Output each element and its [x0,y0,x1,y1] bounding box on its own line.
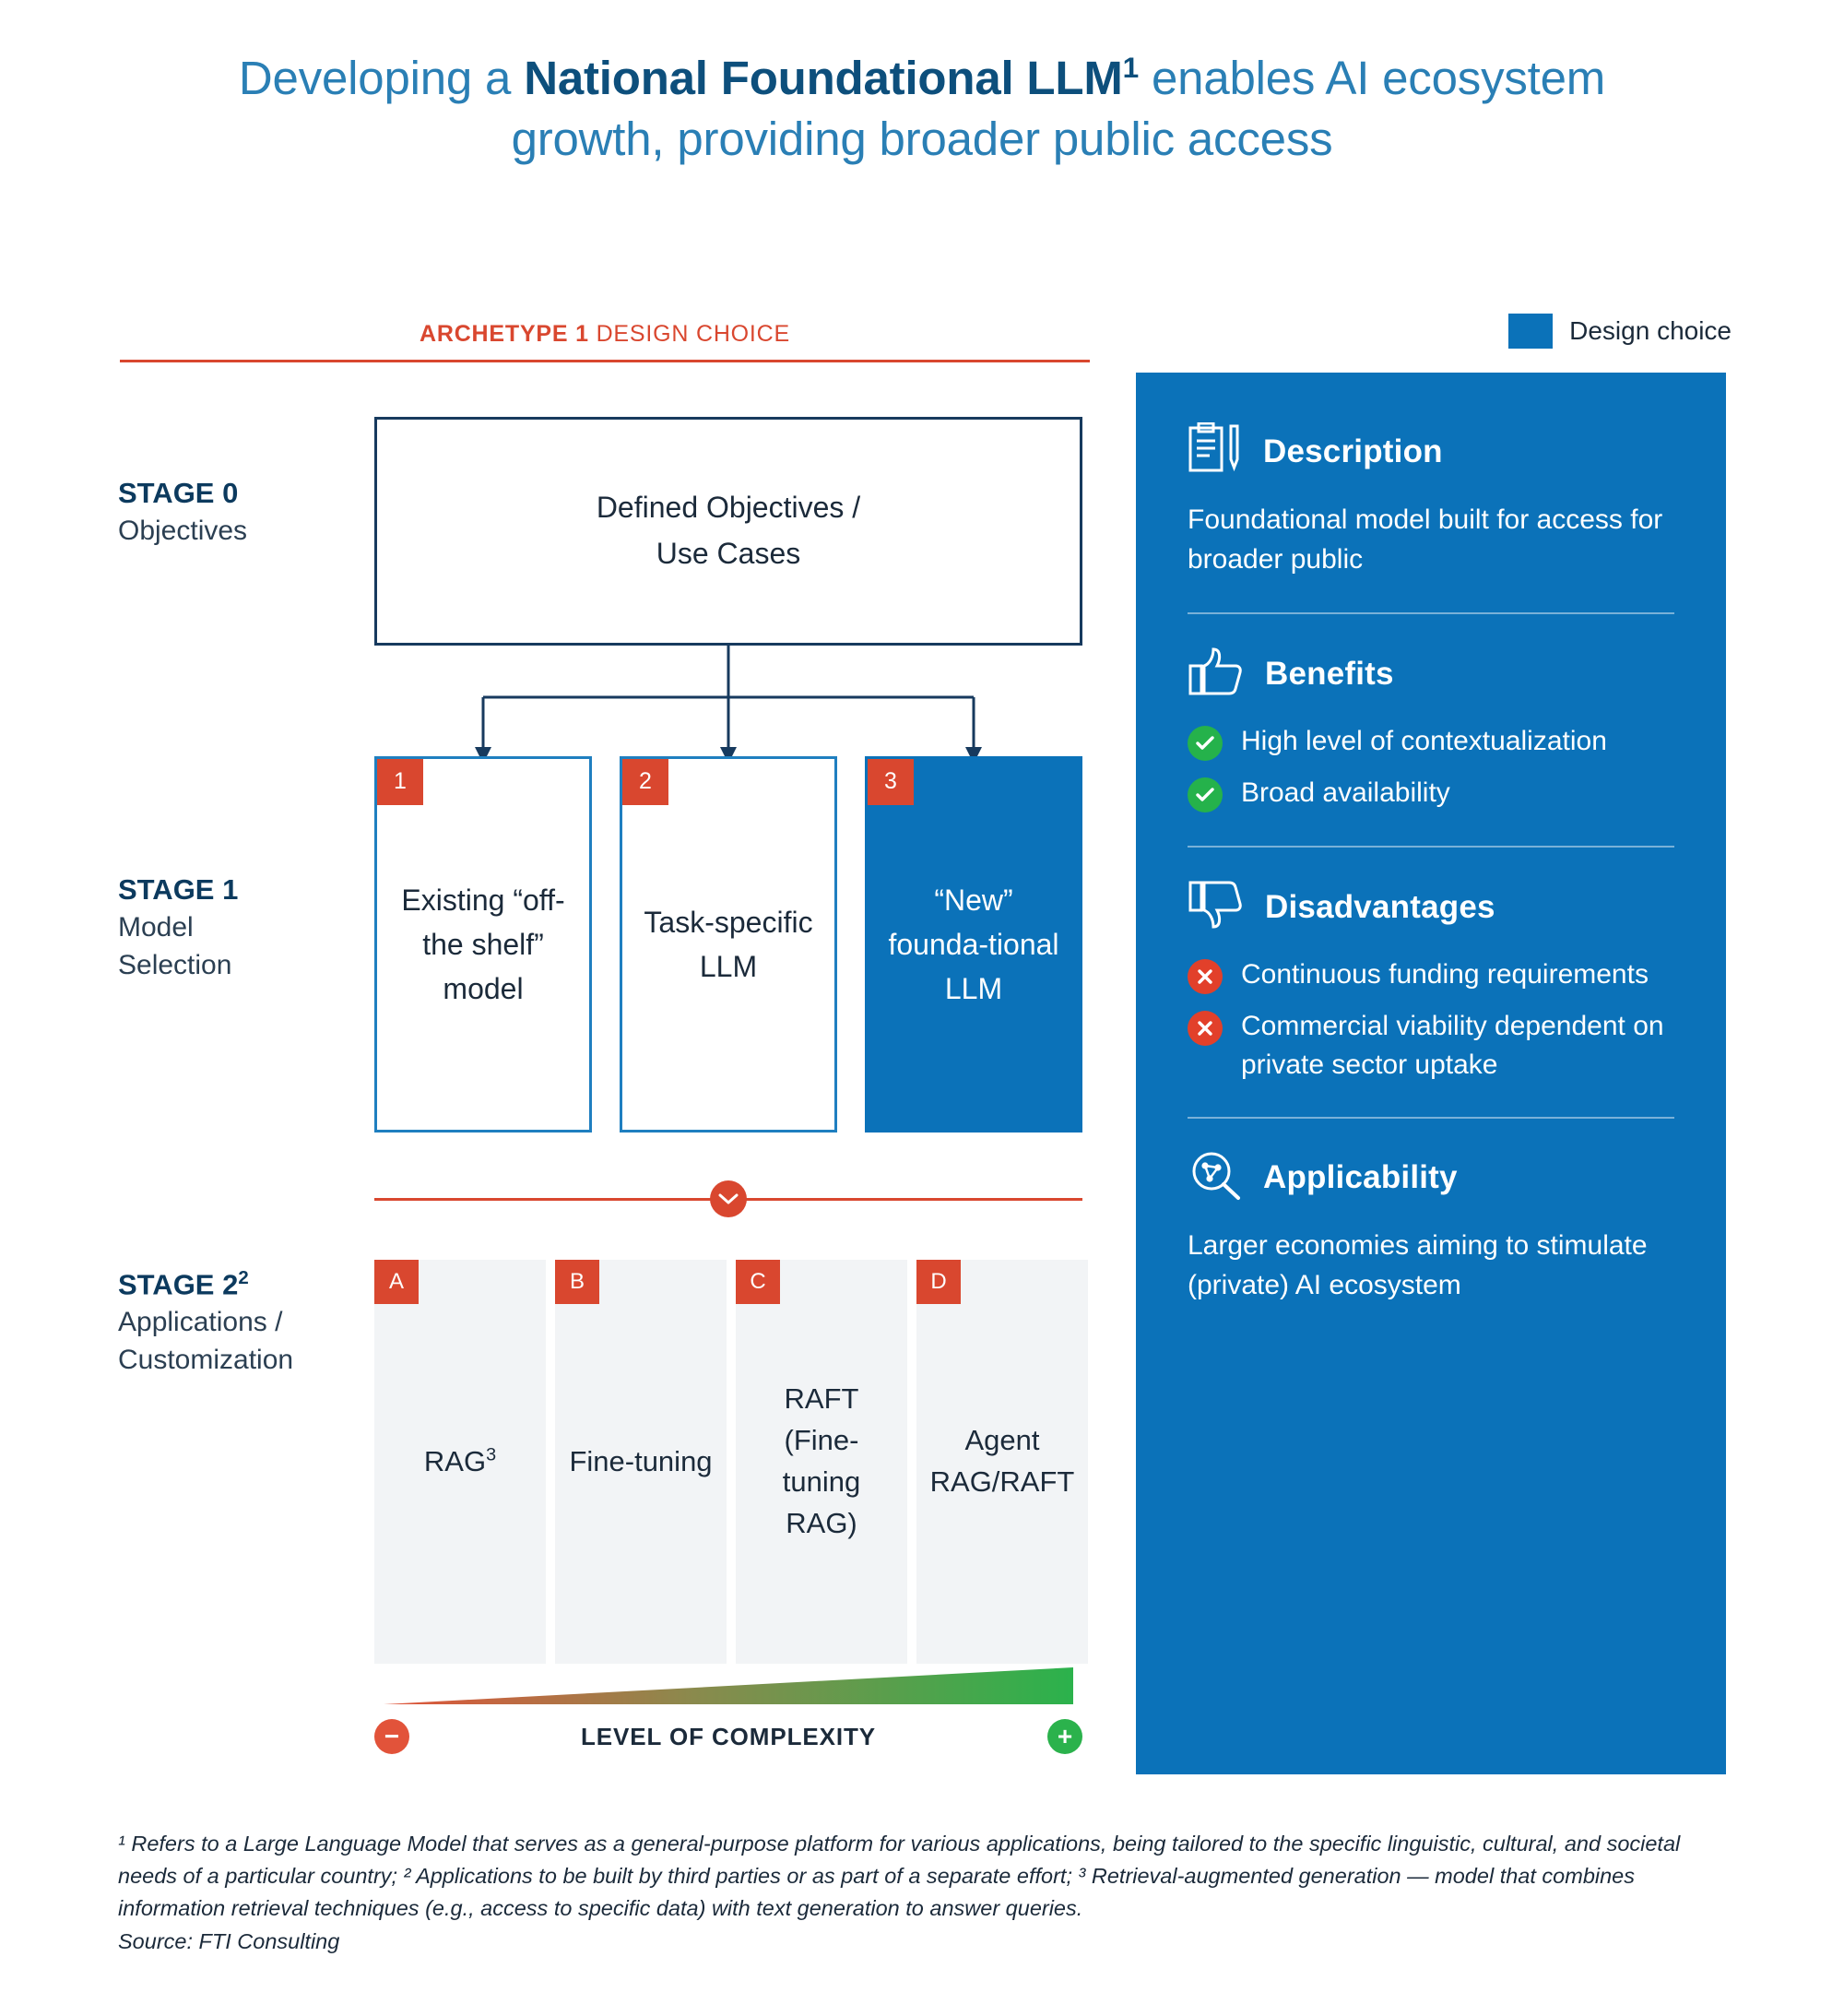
stage-0-box-line1: Defined Objectives / [596,491,861,525]
complexity-high-icon: + [1047,1719,1082,1754]
model-option-2-label: Task-specific LLM [644,906,813,983]
model-option-3-label: “New” founda-tional LLM [888,883,1059,1005]
application-option-c-label: RAFT (Fine-tuning RAG) [782,1382,861,1539]
footnote-text: ¹ Refers to a Large Language Model that serves as a general-purpose platform for various applications, being tailored to the specific linguistic, cultural, and societal needs of a particular country; ² Applications to be built by third parties or as part of a separate effort; ³ Retrieval-augmented generation — model that combines information retrieval techniques (e.g., access to specific data) with text generation to answer queries. [118,1832,1681,1920]
benefit-item-text: Broad availability [1241,777,1450,809]
complexity-low-icon: − [374,1719,409,1754]
application-option-b-label: Fine-tuning [569,1444,713,1477]
description-title: Description [1263,433,1443,469]
stage-2-label [118,1265,376,1380]
model-option-3-badge: 3 [868,759,914,805]
application-option-b-badge: B [555,1260,599,1304]
legend [1508,314,1732,349]
source-line: Source: FTI Consulting [118,1929,340,1954]
benefit-item [1188,722,1674,761]
disadvantage-item-text: Continuous funding requirements [1241,959,1649,990]
clipboard-icon [1188,422,1243,480]
close-icon [1188,1011,1223,1046]
applicability-title: Applicability [1263,1159,1458,1196]
title-prefix: Developing a [238,52,525,104]
application-option-a[interactable] [374,1260,546,1664]
stage-1-name: STAGE 1 [118,873,239,906]
disadvantages-list [1188,955,1674,1084]
stage-2-sub-line2: Customization [118,1345,294,1376]
application-option-d-badge: D [916,1260,961,1304]
model-option-1-label: Existing “off-the shelf” model [401,883,565,1005]
benefit-item-text: High level of contextualization [1241,726,1607,757]
disadvantage-item-text: Commercial viability dependent on private sector uptake [1241,1011,1664,1080]
benefits-list [1188,722,1674,812]
diagram-area [0,373,1134,1774]
panel-divider-2 [1188,846,1674,848]
application-option-a-badge: A [374,1260,419,1304]
model-option-2[interactable] [620,756,837,1133]
chevron-down-icon [710,1180,747,1217]
application-option-d-label: Agent RAG/RAFT [929,1424,1075,1498]
stage-0-sub: Objectives [118,516,248,547]
title-superscript: 1 [1122,51,1140,84]
applicability-body: Larger economies aiming to stimulate (private) AI ecosystem [1188,1229,1648,1300]
description-body: Foundational model built for access for broader public [1188,504,1663,575]
stage-2-superscript: 2 [238,1267,249,1288]
archetype-divider [120,360,1090,362]
stage-2-sub-line1: Applications / [118,1307,283,1338]
stage-2-name: STAGE 2 [118,1268,239,1301]
design-choice-panel [1136,373,1726,1774]
panel-divider-1 [1188,612,1674,614]
title-bold: National Foundational LLM [524,52,1123,104]
applicability-header [1188,1150,1674,1206]
benefit-item [1188,774,1674,812]
model-option-3-selected[interactable] [865,756,1082,1133]
application-option-d[interactable] [916,1260,1088,1664]
check-icon [1188,777,1223,812]
stage-1-sub-line2: Selection [118,949,232,980]
stage-1-sub-line1: Model [118,912,194,943]
model-option-2-badge: 2 [622,759,668,805]
model-selection-options [374,756,1082,1133]
application-option-c-badge: C [736,1260,780,1304]
check-icon [1188,726,1223,761]
legend-label: Design choice [1569,316,1732,345]
application-options [374,1260,1082,1664]
stage-0-box-line2: Use Cases [656,537,801,570]
stage-0-box [374,417,1082,646]
disadvantages-header [1188,879,1674,935]
description-header [1188,422,1674,480]
legend-swatch [1508,314,1553,349]
application-option-a-label: RAG [423,1444,487,1477]
model-option-1[interactable] [374,756,592,1133]
benefits-header [1188,646,1674,702]
title-suffix: enables AI ecosystem growth, providing broader public access [511,52,1606,166]
archetype-header [120,321,1090,362]
thumbs-up-icon [1188,646,1245,702]
stage-0-name: STAGE 0 [118,477,239,509]
stage-0-label [118,474,376,551]
archetype-subtitle: DESIGN CHOICE [588,321,790,347]
disadvantage-item [1188,1007,1674,1084]
disadvantage-item [1188,955,1674,994]
complexity-scale [374,1666,1082,1767]
application-option-a-superscript: 3 [486,1444,497,1465]
archetype-number: ARCHETYPE 1 [419,321,589,347]
stage-divider [374,1180,1082,1217]
complexity-gradient [374,1666,1082,1708]
close-icon [1188,959,1223,994]
page-title [203,48,1641,171]
complexity-label: LEVEL OF COMPLEXITY [581,1723,876,1750]
application-option-b[interactable] [555,1260,727,1664]
application-option-c[interactable] [736,1260,907,1664]
panel-divider-3 [1188,1117,1674,1119]
footnotes [118,1828,1741,1958]
disadvantages-title: Disadvantages [1265,888,1495,925]
thumbs-down-icon [1188,879,1245,935]
model-option-1-badge: 1 [377,759,423,805]
benefits-title: Benefits [1265,655,1394,692]
magnifier-network-icon [1188,1150,1243,1206]
stage-1-label [118,871,376,985]
